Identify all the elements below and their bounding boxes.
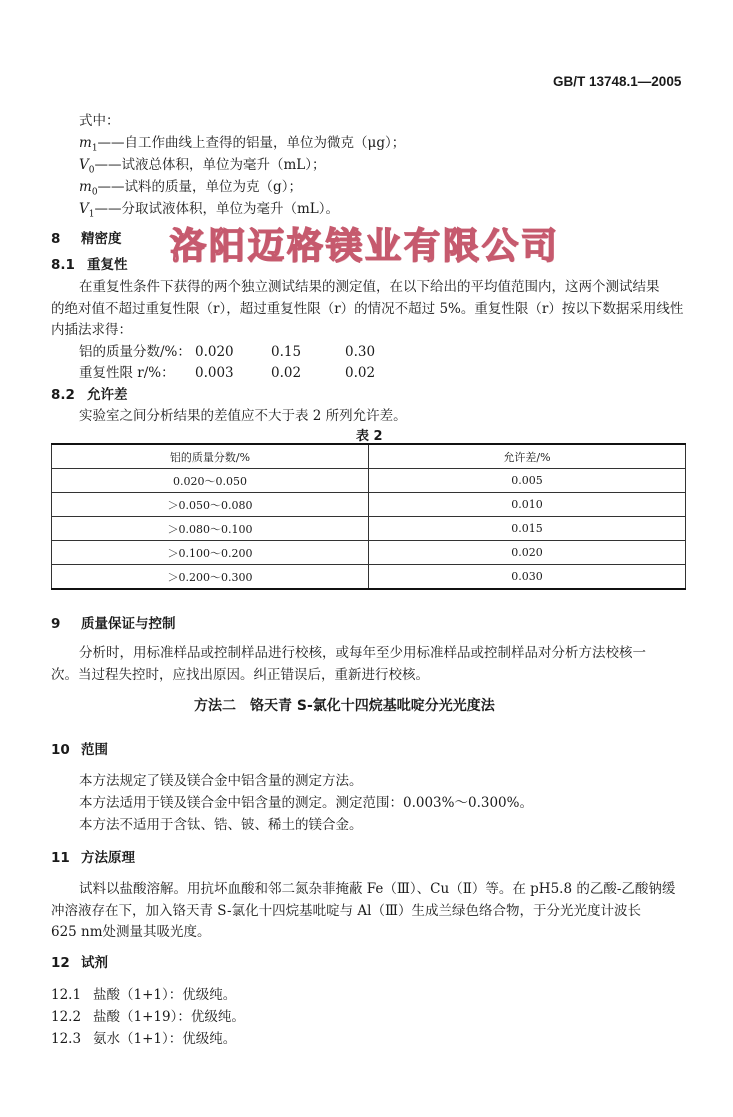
legend-symbol: V (79, 201, 89, 217)
legend-symbol: V (79, 157, 89, 173)
paragraph: 实验室之间分析结果的差值应不大于表 2 所列允许差。 (79, 408, 407, 424)
legend-text: ——分取试液体积，单位为毫升（mL）。 (94, 201, 340, 217)
section-11-heading (51, 849, 135, 867)
repeatability-row-mass (79, 343, 191, 361)
legend-text: ——试液总体积，单位为毫升（mL）； (94, 157, 326, 173)
list-item (51, 1030, 236, 1048)
section-number: 10 (51, 742, 70, 758)
section-9-heading (51, 615, 176, 633)
legend-symbol: m (79, 179, 92, 195)
section-title: 试剂 (81, 955, 108, 971)
section-title: 质量保证与控制 (81, 616, 176, 632)
paragraph: 试料以盐酸溶解。用抗坏血酸和邻二氮杂菲掩蔽 Fe（Ⅲ）、Cu（Ⅱ）等。在 pH5.8 的乙酸-乙酸钠缓 (79, 881, 676, 897)
section-title: 允许差 (87, 387, 128, 403)
row-label: 铝的质量分数/%： (79, 344, 191, 360)
table-2 (51, 443, 686, 590)
section-10-heading (51, 741, 108, 759)
item-text: 氨水（1+1）：优级纯。 (93, 1031, 237, 1047)
list-item (51, 986, 236, 1004)
section-8-heading (51, 230, 122, 248)
section-number: 8.1 (51, 257, 75, 273)
item-number: 12.1 (51, 987, 82, 1003)
item-text: 盐酸（1+1）：优级纯。 (93, 987, 237, 1003)
section-number: 8.2 (51, 387, 75, 403)
paragraph: 本方法不适用于含钛、锆、铍、稀土的镁合金。 (79, 817, 363, 833)
value-cell: 0.15 (271, 344, 302, 360)
table-row (52, 469, 686, 493)
legend-subscript: 0 (88, 165, 95, 176)
table-cell: 0.015 (369, 517, 686, 541)
value-cell: 0.02 (345, 365, 376, 381)
method-2-title: 方法二 铬天青 S-氯化十四烷基吡啶分光光度法 (194, 698, 495, 714)
legend-subscript: 0 (91, 187, 98, 198)
section-title: 范围 (81, 742, 108, 758)
item-number: 12.3 (51, 1031, 82, 1047)
column-header: 允许差/% (369, 444, 686, 469)
paragraph: 本方法适用于镁及镁合金中铝含量的测定。测定范围：0.003%～0.300%。 (79, 795, 533, 811)
paragraph: 冲溶液存在下，加入铬天青 S-氯化十四烷基吡啶与 Al（Ⅲ）生成兰绿色络合物，于分光光度计波长 (51, 903, 641, 919)
formula-intro: 式中： (79, 113, 120, 129)
paragraph: 次。当过程失控时，应找出原因。纠正错误后，重新进行校核。 (51, 667, 429, 683)
section-number: 9 (51, 616, 61, 632)
legend-subscript: 1 (88, 209, 95, 220)
section-8-1-heading (51, 256, 128, 274)
value-cell: 0.02 (271, 365, 302, 381)
repeatability-row-limit (79, 364, 175, 382)
legend-text: ——试料的质量，单位为克（g）； (97, 179, 302, 195)
value-cell: 0.003 (195, 365, 234, 381)
table-row (52, 565, 686, 590)
table-cell: ＞0.200～0.300 (52, 565, 369, 590)
standard-number: GB/T 13748.1—2005 (553, 74, 682, 89)
legend-symbol: m (79, 135, 92, 151)
paragraph: 本方法规定了镁及镁合金中铝含量的测定方法。 (79, 773, 363, 789)
legend-item-m0 (79, 178, 302, 202)
legend-item-v0 (79, 156, 326, 180)
table-cell: 0.030 (369, 565, 686, 590)
table-row (52, 493, 686, 517)
paragraph: 625 nm处测量其吸光度。 (51, 924, 211, 940)
paragraph: 的绝对值不超过重复性限（r），超过重复性限（r）的情况不超过 5%。重复性限（r）按以下数据采用线性 (51, 301, 684, 317)
section-12-heading (51, 954, 108, 972)
value-cell: 0.020 (195, 344, 234, 360)
item-text: 盐酸（1+19）：优级纯。 (93, 1009, 245, 1025)
table-cell: ＞0.050～0.080 (52, 493, 369, 517)
paragraph: 内插法求得： (51, 322, 132, 338)
table-cell: ＞0.100～0.200 (52, 541, 369, 565)
table-cell: ＞0.080～0.100 (52, 517, 369, 541)
company-watermark: 洛阳迈格镁业有限公司 (170, 226, 561, 267)
section-title: 重复性 (87, 257, 128, 273)
row-label: 重复性限 r/%： (79, 365, 175, 381)
table-cell: 0.020～0.050 (52, 469, 369, 493)
table-cell: 0.005 (369, 469, 686, 493)
section-number: 11 (51, 850, 70, 866)
table-cell: 0.010 (369, 493, 686, 517)
section-title: 精密度 (81, 231, 122, 247)
legend-text: ——自工作曲线上查得的铝量，单位为微克（μg）； (97, 135, 406, 151)
table-row (52, 517, 686, 541)
list-item (51, 1008, 245, 1026)
value-cell: 0.30 (345, 344, 376, 360)
section-number: 8 (51, 231, 61, 247)
paragraph: 在重复性条件下获得的两个独立测试结果的测定值，在以下给出的平均值范围内，这两个测试结果 (79, 279, 660, 295)
table-header-row (52, 444, 686, 469)
table-row (52, 541, 686, 565)
legend-item-m1 (79, 134, 405, 158)
table-caption: 表 2 (356, 429, 383, 444)
section-title: 方法原理 (81, 850, 135, 866)
section-number: 12 (51, 955, 70, 971)
legend-subscript: 1 (91, 143, 98, 154)
column-header: 铝的质量分数/% (52, 444, 369, 469)
table-cell: 0.020 (369, 541, 686, 565)
item-number: 12.2 (51, 1009, 82, 1025)
section-8-2-heading (51, 386, 128, 404)
paragraph: 分析时，用标准样品或控制样品进行校核，或每年至少用标准样品或控制样品对分析方法校核一 (79, 645, 646, 661)
